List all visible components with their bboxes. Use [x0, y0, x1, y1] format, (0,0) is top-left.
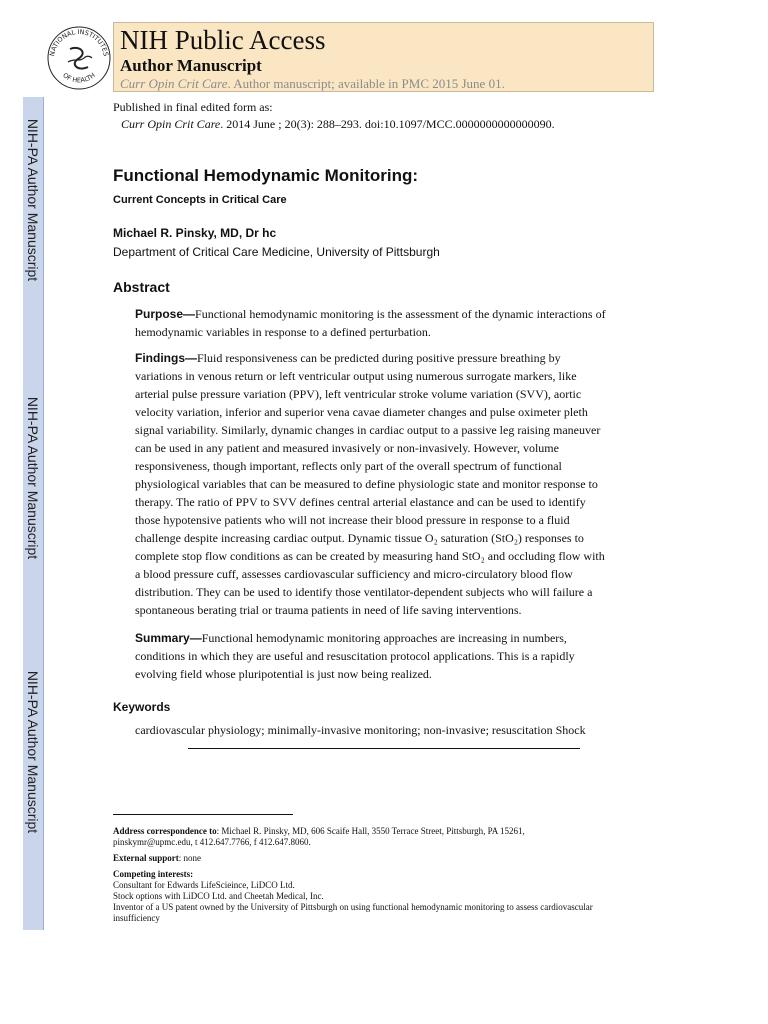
article-subtitle: Current Concepts in Critical Care — [113, 194, 287, 206]
author-name: Michael R. Pinsky, MD, Dr hc — [113, 226, 277, 240]
abstract-heading: Abstract — [113, 279, 170, 295]
address-correspondence: Address correspondence to: Michael R. Pinsky, MD, 606 Scaife Hall, 3550 Terrace Street, Pittsburgh, PA 15261, pinskymr@upmc.edu, t 412.647.7766, f 412.647.8060. — [113, 826, 525, 847]
svg-text:NATIONAL INSTITUTES: NATIONAL INSTITUTES — [48, 27, 110, 57]
nih-public-access-title: NIH Public Access — [120, 25, 326, 55]
abstract-summary: Summary—Functional hemodynamic monitoring approaches are increasing in numbers, conditions in which they are useful and resuscitation protocol applications. This is a rapidly evolving field whose pluripotential is just now being realized. — [135, 631, 575, 681]
external-support: External support: none — [113, 853, 202, 863]
published-citation: Published in final edited form as: Curr Opin Crit Care. 2014 June ; 20(3): 288–293. doi:10.1097/MCC.0000000000000090. — [113, 100, 555, 131]
abstract-purpose: Purpose—Functional hemodynamic monitoring is the assessment of the dynamic interactions of hemodynamic variables in response to a defined perturbation. — [135, 307, 606, 339]
competing-interests: Competing interests: Consultant for Edwards LifeScieince, LiDCO Ltd. Stock options with LiDCO Ltd. and Cheetah Medical, Inc. Inventor of a US patent owned by the University of Pittsburgh on using functional hemodynamic monitoring to assess cardiovascular insufficiency — [113, 869, 593, 923]
manuscript-availability: Curr Opin Crit Care. Author manuscript; available in PMC 2015 June 01. — [120, 76, 505, 91]
article-title: Functional Hemodynamic Monitoring: — [113, 166, 419, 185]
abstract-findings: Findings—Fluid responsiveness can be predicted during positive pressure breathing by variations in venous return or left ventricular output using numerous surrogate markers, like arterial pulse pressure variation (PPV), left ventricular stroke volume variation (SVV), aortic velocity variation, inferior and superior vena cavae diameter changes and pulse oximeter pleth signal variability. Similarly, dynamic changes in cardiac output to a passive leg raising maneuver can be used in any patient and measured invasively or non-invasively. However, volume responsiveness, though important, reflects only part of the overall spectrum of functional physiological variables that can be measured to define physiologic state and monitor response to therapy. The ratio of PPV to SVV defines central arterial elastance and can be used to identify those hypotensive patients who will not increase their blood pressure in response to a fluid challenge despite increasing cardiac output. Dynamic tissue O₂ saturation (StO₂) responses to complete stop flow conditions as can be created by measuring hand StO₂ and occluding flow with a blood pressure cuff, assesses cardiovascular sufficiency and micro-circulatory blood flow distribution. They can be used to identify those ventilator-dependent subjects who will failure a spontaneous berating trial or trauma patients in need of life saving interventions. — [135, 351, 605, 617]
keywords-heading: Keywords — [113, 700, 171, 714]
nih-public-access-header — [113, 22, 654, 92]
keywords-list: cardiovascular physiology; minimally-invasive monitoring; non-invasive; resuscitation Shock — [135, 723, 586, 737]
svg-text:OF HEALTH: OF HEALTH — [61, 71, 97, 85]
author-manuscript-title: Author Manuscript — [120, 56, 262, 75]
nih-seal-logo-icon — [44, 22, 114, 92]
footnote-divider — [113, 814, 293, 815]
author-department: Department of Critical Care Medicine, University of Pittsburgh — [113, 245, 440, 259]
section-divider — [188, 748, 580, 749]
